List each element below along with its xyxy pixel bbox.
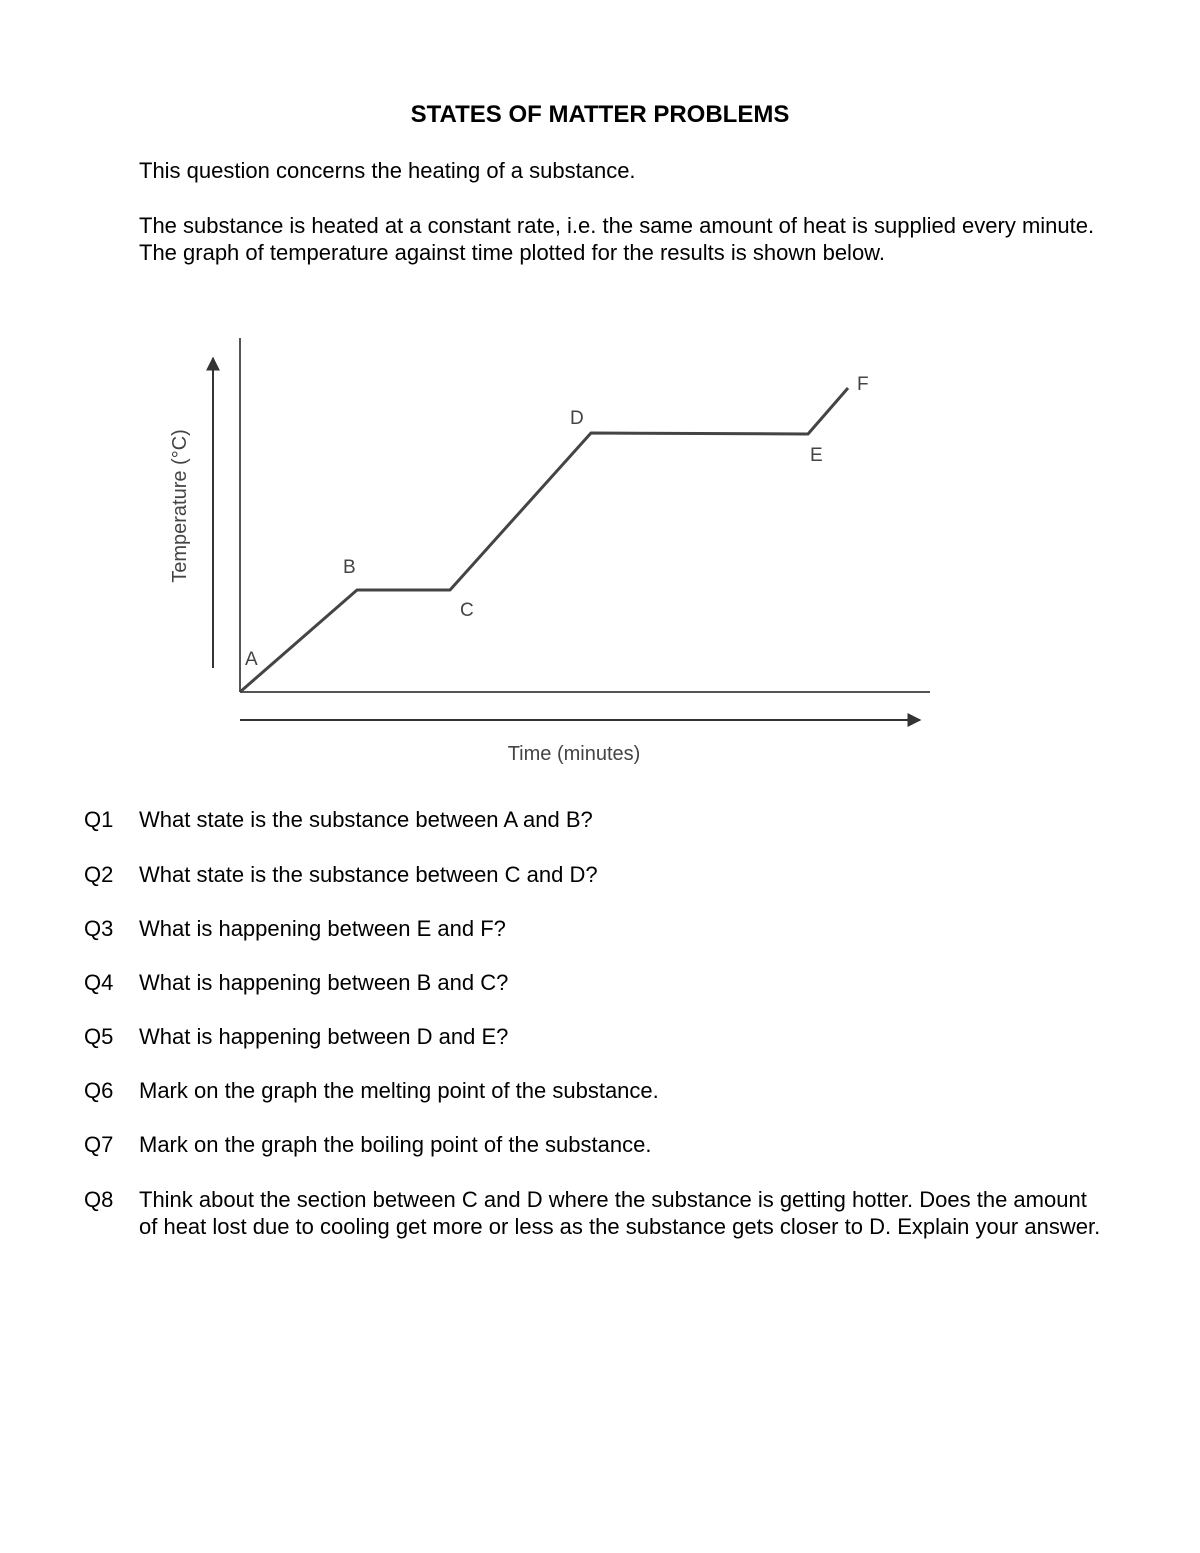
- point-label-d: D: [570, 408, 584, 429]
- question-number: Q4: [84, 970, 114, 995]
- question-3: [84, 915, 1104, 942]
- question-1: [84, 806, 1104, 833]
- heating-curve-line: [240, 388, 848, 692]
- question-text: What state is the substance between C and D?: [139, 862, 598, 887]
- intro-text: This question concerns the heating of a substance.: [139, 158, 636, 183]
- question-text: Mark on the graph the boiling point of the substance.: [139, 1132, 652, 1157]
- x-axis-label: Time (minutes): [507, 743, 641, 765]
- question-5: [84, 1023, 1104, 1050]
- question-8: [84, 1186, 1104, 1240]
- point-label-a: A: [245, 649, 258, 670]
- question-text: What is happening between E and F?: [139, 916, 506, 941]
- question-7: [84, 1131, 1104, 1158]
- question-text: Think about the section between C and D where the substance is getting hotter. Does the amount of heat lost due to cooling get more or less as the substance gets closer to D. Explain your answer.: [139, 1187, 1101, 1239]
- point-label-c: C: [460, 600, 474, 621]
- question-number: Q1: [84, 807, 114, 832]
- y-axis-label: Temperature (°C): [169, 429, 191, 583]
- question-number: Q2: [84, 862, 114, 887]
- question-number: Q8: [84, 1187, 114, 1212]
- question-4: [84, 969, 1104, 996]
- question-2: [84, 861, 1104, 888]
- question-number: Q3: [84, 916, 114, 941]
- description-text: The substance is heated at a constant rate, i.e. the same amount of heat is supplied every minute. The graph of temperature against time plotted for the results is shown below.: [139, 213, 1095, 265]
- page-title: STATES OF MATTER PROBLEMS: [410, 101, 790, 128]
- question-number: Q5: [84, 1024, 114, 1049]
- point-label-b: B: [343, 557, 356, 578]
- point-label-e: E: [810, 445, 823, 466]
- question-6: [84, 1077, 1104, 1104]
- question-text: What state is the substance between A and B?: [139, 807, 593, 832]
- question-text: Mark on the graph the melting point of the substance.: [139, 1078, 659, 1103]
- question-number: Q6: [84, 1078, 114, 1103]
- point-label-f: F: [857, 374, 869, 395]
- question-number: Q7: [84, 1132, 114, 1157]
- question-text: What is happening between D and E?: [139, 1024, 509, 1049]
- question-text: What is happening between B and C?: [139, 970, 509, 995]
- heating-curve-graph: [150, 320, 950, 780]
